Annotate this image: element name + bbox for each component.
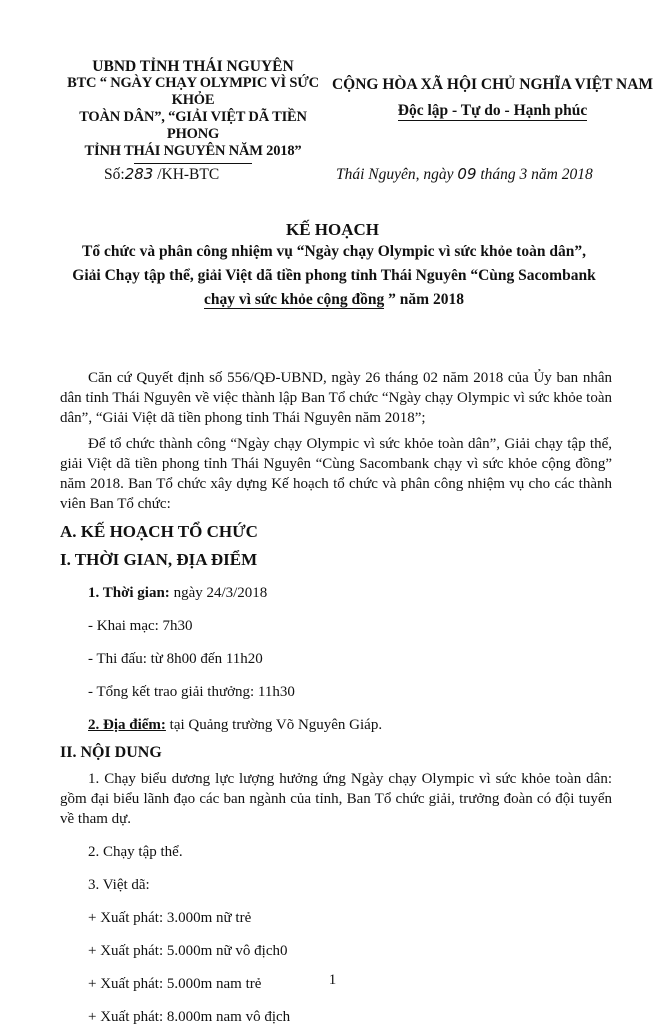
section-ii-heading: II. NỘI DUNG bbox=[60, 744, 162, 761]
start-item-2: + Xuất phát: 5.000m nữ vô địch0 bbox=[88, 943, 288, 959]
doc-number-prefix: Số: bbox=[104, 166, 125, 183]
document-number bbox=[104, 165, 219, 184]
document-date bbox=[336, 165, 593, 184]
national-motto-wrap bbox=[330, 98, 655, 124]
date-prefix: Thái Nguyên, ngày bbox=[336, 166, 458, 183]
competition-time: - Thi đấu: từ 8h00 đến 11h20 bbox=[88, 651, 263, 667]
time-line bbox=[60, 583, 612, 603]
place-value: tại Quảng trường Võ Nguyên Giáp. bbox=[165, 717, 383, 733]
start-item-3: + Xuất phát: 5.000m nam trẻ bbox=[88, 976, 262, 992]
national-name: CỘNG HÒA XÃ HỘI CHỦ NGHĨA VIỆT NAM bbox=[331, 76, 654, 93]
content-item-3: 3. Việt dã: bbox=[88, 877, 150, 893]
subtitle-part3: ” năm 2018 bbox=[384, 291, 464, 308]
content-item-2: 2. Chạy tập thể. bbox=[88, 844, 183, 860]
paragraph-purpose: Để tổ chức thành công “Ngày chạy Olympic vì sức khỏe toàn dân”, Giải chạy tập thể, giải Việt dã tiền phong tỉnh Thái Nguyên “Cùng Sacombank chạy vì sức khỏe cộng đồng” năm 2018. Ban Tổ chức xây dựng Kế hoạch tổ chức và phân công nhiệm vụ cho các thành viên Ban Tổ chức: bbox=[60, 436, 612, 512]
date-day-handwritten: 09 bbox=[457, 165, 477, 183]
issuer-header bbox=[52, 58, 334, 164]
issuer-committee-line3: TỈNH THÁI NGUYÊN NĂM 2018” bbox=[84, 143, 302, 159]
start-item-4: + Xuất phát: 8.000m nam vô địch bbox=[88, 1009, 291, 1025]
place-label: 2. Địa điểm: bbox=[88, 717, 166, 733]
time-value: ngày 24/3/2018 bbox=[169, 585, 268, 601]
issuer-committee-line2: TOÀN DÂN”, “GIẢI VIỆT DÃ TIỀN PHONG bbox=[79, 109, 307, 142]
document-subtitle bbox=[66, 240, 602, 312]
doc-number-handwritten: 283 bbox=[124, 165, 154, 183]
subtitle-part1: Tổ chức và phân công nhiệm vụ “Ngày chạy Olympic vì sức khỏe toàn dân”, Giải Chạy tập thể, giải Việt dã tiền phong tỉnh Thái Nguyên “Cùng Sacombank bbox=[72, 243, 596, 284]
paragraph-basis: Căn cứ Quyết định số 556/QĐ-UBND, ngày 26 tháng 02 năm 2018 của Ủy ban nhân dân tỉnh Thái Nguyên về việc thành lập Ban Tổ chức “Ngày chạy Olympic vì sức khỏe toàn dân”, “Giải Việt dã tiền phong tỉnh Thái Nguyên năm 2018”; bbox=[60, 370, 612, 426]
issuer-underline bbox=[134, 163, 252, 164]
doc-number-suffix: /KH-BTC bbox=[153, 166, 220, 183]
time-label: 1. Thời gian: bbox=[88, 585, 170, 601]
date-suffix: tháng 3 năm 2018 bbox=[476, 166, 593, 183]
opening-time: - Khai mạc: 7h30 bbox=[88, 618, 193, 634]
section-a-heading: A. KẾ HOẠCH TỔ CHỨC bbox=[60, 522, 258, 541]
content-item-1: 1. Chạy biểu dương lực lượng hưởng ứng Ngày chạy Olympic vì sức khỏe toàn dân: gồm đại biểu lãnh đạo các ban ngành của tỉnh, Ban Tổ chức giải, trưởng đoàn có đội tuyển về tham dự. bbox=[60, 771, 612, 827]
document-title: KẾ HOẠCH bbox=[285, 220, 380, 239]
subtitle-underlined: chạy vì sức khỏe cộng đồng bbox=[204, 291, 385, 308]
section-i-heading: I. THỜI GIAN, ĐỊA ĐIỂM bbox=[60, 550, 258, 569]
start-item-1: + Xuất phát: 3.000m nữ trẻ bbox=[88, 910, 252, 926]
closing-time: - Tổng kết trao giải thưởng: 11h30 bbox=[88, 684, 295, 700]
issuer-committee-line1: BTC “ NGÀY CHẠY OLYMPIC VÌ SỨC KHỎE bbox=[67, 75, 319, 108]
issuer-province: UBND TỈNH THÁI NGUYÊN bbox=[92, 58, 294, 75]
page-number: 1 bbox=[328, 972, 337, 988]
place-line bbox=[60, 715, 612, 735]
document-body bbox=[60, 368, 612, 1027]
national-header bbox=[330, 72, 655, 124]
national-motto: Độc lập - Tự do - Hạnh phúc bbox=[397, 102, 588, 119]
